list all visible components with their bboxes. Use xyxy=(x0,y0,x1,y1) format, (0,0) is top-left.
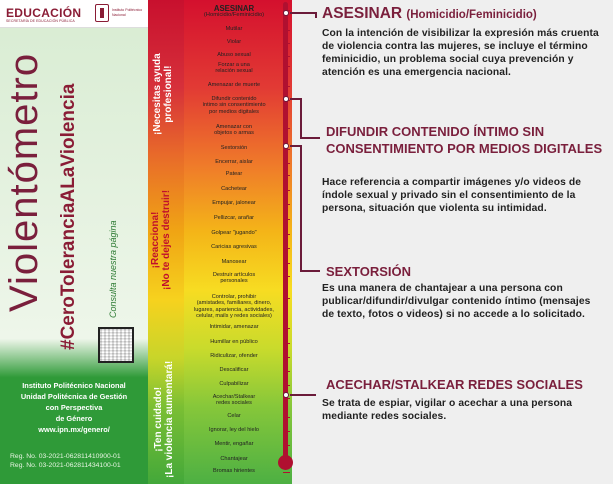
scale-item-line: íntimo sin consentimiento xyxy=(202,102,266,109)
scale-item xyxy=(188,230,280,236)
section-title-difundir: DIFUNDIR CONTENIDO ÍNTIMO SIN CONSENTIMIENTO POR MEDIOS DIGITALES xyxy=(326,124,603,156)
scale-item-line: Culpabilizar xyxy=(219,381,249,387)
connector-line xyxy=(290,394,316,396)
scale-tick xyxy=(283,219,290,220)
scale-tick xyxy=(283,385,290,386)
scale-item xyxy=(188,62,280,75)
ipn-logo-icon xyxy=(95,4,109,22)
scale-item-line: lugares, apariencia, actividades, xyxy=(194,306,274,313)
scale-tick xyxy=(283,343,290,344)
scale-tick xyxy=(283,30,290,31)
scale-item-line: por medios digitales xyxy=(209,108,259,115)
scale-tick xyxy=(283,66,290,67)
scale-marker-dot xyxy=(283,10,289,16)
page-title: Violentómetro xyxy=(2,52,46,312)
violence-scale-list xyxy=(188,4,282,478)
scale-item xyxy=(188,259,280,265)
scale-marker-dot xyxy=(283,392,289,398)
scale-item xyxy=(188,468,280,474)
scale-tick xyxy=(283,190,290,191)
scale-tick xyxy=(283,328,290,329)
connector-line xyxy=(300,270,320,272)
scale-tick xyxy=(283,431,290,432)
scale-item xyxy=(188,324,280,330)
institution-block xyxy=(0,380,148,435)
scale-item xyxy=(188,456,280,462)
scale-item xyxy=(188,339,280,345)
strip-label-line: profesional! xyxy=(163,65,174,123)
section-body-asesinar: Con la intención de visibilizar la expresión más cruenta de violencia contra las mujeres, se incluye el término feminicidio, un problema social cuya prevención y atención es una emergencia nacional. xyxy=(322,28,599,78)
scale-item xyxy=(188,145,280,151)
scale-tick xyxy=(283,163,290,164)
connector-line xyxy=(300,137,320,139)
scale-tick xyxy=(283,460,290,461)
sep-logo: EDUCACIÓN xyxy=(6,6,82,20)
scale-item-line: Patear xyxy=(225,171,243,177)
scale-item-line: Destruir artículos xyxy=(212,272,256,278)
reg-line: Reg. No. 03-2021-062811410900-01 xyxy=(10,453,121,460)
scale-tick xyxy=(283,175,290,176)
hashtag: #CeroToleranciaALaViolencia xyxy=(58,83,79,350)
connector-line xyxy=(315,12,317,18)
scale-item xyxy=(188,171,280,177)
scale-item-line: Ridiculizar, ofender xyxy=(210,353,258,359)
scale-item xyxy=(188,82,280,88)
scale-item-line: Caricias agresivas xyxy=(211,244,257,250)
scale-tick xyxy=(283,43,290,44)
scale-item xyxy=(188,272,280,285)
connector-line xyxy=(290,98,300,100)
scale-item xyxy=(188,441,280,447)
scale-item-line: Empujar, jalonear xyxy=(212,200,256,206)
connector-line xyxy=(300,98,302,138)
scale-item-line: Encerrar, aislar xyxy=(215,159,253,165)
section-title-stalkear: ACECHAR/STALKEAR REDES SOCIALES xyxy=(326,377,583,392)
scale-item-line: Cachetear xyxy=(221,186,247,192)
scale-item-line: Humillar en público xyxy=(210,339,258,345)
scale-tick xyxy=(283,298,290,299)
section-title-main: ASESINAR xyxy=(322,5,403,22)
scale-tick xyxy=(283,371,290,372)
sep-subtitle: SECRETARÍA DE EDUCACIÓN PÚBLICA xyxy=(6,19,75,23)
scale-tick xyxy=(283,248,290,249)
institution-line: Instituto Politécnico Nacional xyxy=(22,381,126,390)
strip-label-top xyxy=(152,53,174,135)
scale-tick xyxy=(283,56,290,57)
scale-item-line: Difundir contenido xyxy=(211,96,257,102)
scale-item xyxy=(188,124,280,137)
connector-line xyxy=(300,145,302,270)
scale-item xyxy=(188,52,280,58)
scale-tick xyxy=(283,276,290,277)
scale-item-line: objetos o armas xyxy=(214,130,254,137)
section-title-sextorsion: SEXTORSIÓN xyxy=(326,264,412,279)
scale-item-line: Mentir, engañar xyxy=(214,441,254,447)
section-body-sextorsion: Es una manera de chantajear a una persona con publicar/difundir/divulgar contenido íntimo (mensajes de texto, fotos o videos) si no accede a lo solicitado. xyxy=(322,283,591,320)
scale-item-line: Abuso sexual xyxy=(217,52,251,58)
strip-label-line: ¡Ten cuidado! xyxy=(153,386,164,452)
scale-item xyxy=(188,394,280,407)
scale-tick xyxy=(283,445,290,446)
scale-item-line: Pellizcar, arañar xyxy=(213,215,255,221)
scale-item xyxy=(188,427,280,433)
scale-item-line: Bromas hirientes xyxy=(213,468,255,474)
scale-tick xyxy=(283,417,290,418)
scale-tick xyxy=(283,149,290,150)
section-title-asesinar xyxy=(322,5,537,23)
scale-item xyxy=(188,96,280,115)
scale-item-line: Golpear "jugando" xyxy=(211,230,257,236)
scale-item-line: personales xyxy=(220,278,248,285)
scale-item-line: Descalificar xyxy=(219,367,249,373)
scale-item xyxy=(188,367,280,373)
strip-label-middle xyxy=(150,190,172,290)
scale-item xyxy=(188,26,280,32)
scale-tick xyxy=(283,398,290,399)
scale-item-line: Intimidar, amenazar xyxy=(209,324,259,330)
scale-item-line: (amistades, familiares, dinero, xyxy=(196,300,272,307)
scale-item-line: Acechar/Stalkear xyxy=(212,394,256,400)
section-body-stalkear: Se trata de espiar, vigilar o acechar a una persona mediante redes sociales. xyxy=(322,398,573,422)
section-title-sub: (Homicidio/Feminicidio) xyxy=(406,9,537,21)
scale-marker-dot xyxy=(283,143,289,149)
scale-item xyxy=(188,200,280,206)
scale-item-line: Manosear xyxy=(221,259,247,265)
scale-item xyxy=(188,381,280,387)
scale-item-line: Forzar a una xyxy=(218,62,250,68)
scale-item-line: ASESINAR xyxy=(213,4,255,13)
institution-url[interactable]: www.ipn.mx/genero/ xyxy=(38,425,110,434)
institution-line: Unidad Politécnica de Gestión xyxy=(20,392,128,401)
scale-item-line: Mutilar xyxy=(225,26,243,32)
strip-label-line: ¡No te dejes destruir! xyxy=(161,189,172,290)
consulta-label: Consulta nuestra página xyxy=(108,220,118,318)
scale-item xyxy=(188,413,280,419)
scale-tick xyxy=(283,472,290,473)
scale-tick xyxy=(283,86,290,87)
ipn-logo-text: Instituto Politécnico Nacional xyxy=(112,8,143,17)
scale-item xyxy=(188,215,280,221)
institution-line: de Género xyxy=(55,414,93,423)
strip-label-line: ¡Reacciona! xyxy=(150,211,161,269)
scale-tick xyxy=(283,357,290,358)
scale-item-line: Controlar, prohibir xyxy=(211,294,257,300)
scale-item xyxy=(188,39,280,45)
qr-code-icon[interactable] xyxy=(98,327,134,363)
scale-tick xyxy=(283,128,290,129)
scale-item xyxy=(188,244,280,250)
scale-item-line: Amenazar de muerte xyxy=(207,82,261,88)
scale-tick xyxy=(283,204,290,205)
scale-item-line: Amenazar con xyxy=(215,124,253,130)
strip-label-bottom xyxy=(153,361,175,478)
scale-item-line: Violar xyxy=(226,39,242,45)
connector-line xyxy=(290,12,316,14)
strip-label-line: ¡La violencia aumentará! xyxy=(164,360,175,478)
scale-item xyxy=(188,186,280,192)
scale-marker-dot xyxy=(283,96,289,102)
scale-item-line: Celar xyxy=(227,413,241,419)
scale-item-line: (Homicidio/Feminicidio) xyxy=(203,12,265,19)
scale-item-line: Sextorsión xyxy=(220,145,248,151)
scale-item xyxy=(188,6,280,19)
scale-item-line: celular, mails y redes sociales) xyxy=(196,313,272,320)
scale-item-line: Ignorar, ley del hielo xyxy=(208,427,260,433)
connector-line xyxy=(290,145,300,147)
section-body-difundir: Hace referencia a compartir imágenes y/o videos de índole sexual y privado sin el consentimiento de la persona, situación que violenta su intimidad. xyxy=(322,177,582,214)
header-logos xyxy=(0,0,148,28)
scale-item-line: redes sociales xyxy=(216,400,252,407)
scale-item-line: Chantajear xyxy=(220,456,248,462)
scale-tick xyxy=(283,263,290,264)
scale-item-line: relación sexual xyxy=(215,68,253,75)
reg-line: Reg. No. 03-2021-062811434100-01 xyxy=(10,462,121,469)
scale-item xyxy=(188,159,280,165)
institution-line: con Perspectiva xyxy=(45,403,103,412)
strip-label-line: ¡Necesitas ayuda xyxy=(152,53,163,135)
registration-numbers xyxy=(10,452,121,470)
scale-tick xyxy=(283,234,290,235)
scale-item xyxy=(188,294,280,320)
scale-item xyxy=(188,353,280,359)
